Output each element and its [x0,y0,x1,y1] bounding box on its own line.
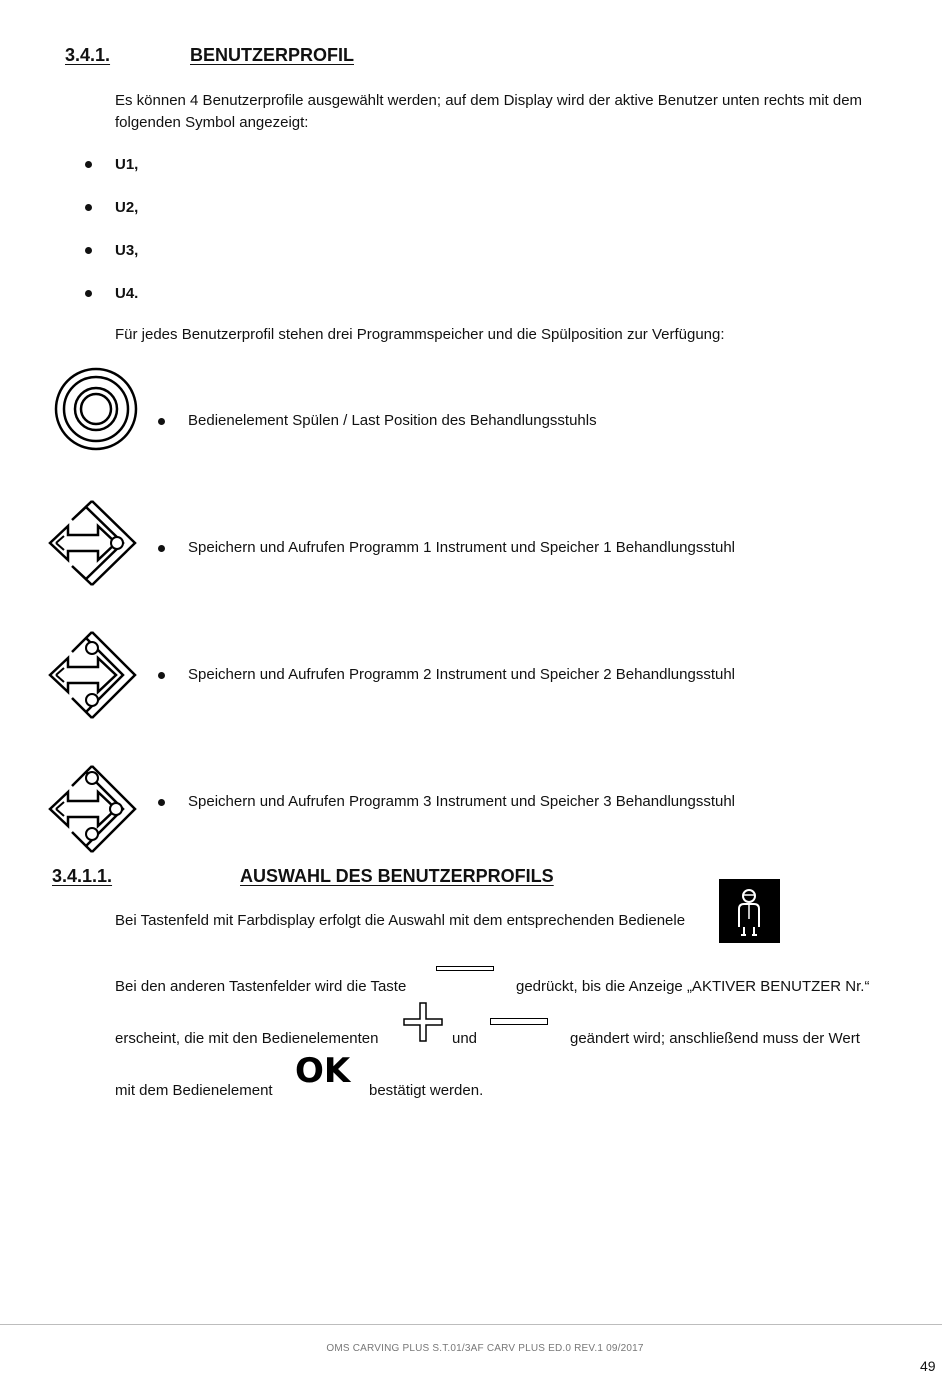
footer-divider [0,1324,942,1325]
ok-key-icon: OK [295,1051,351,1091]
section-title: BENUTZERPROFIL [190,45,354,65]
minus-key-icon [436,966,494,971]
list-item: U1, [115,156,139,173]
bullet [85,204,92,211]
control-description: Speichern und Aufrufen Programm 1 Instrument und Speicher 1 Behandlungsstuhl [188,539,736,556]
bullet [85,247,92,254]
subsection-title: AUSWAHL DES BENUTZERPROFILS [240,866,554,886]
selection-text-3c: geändert wird; anschließend muss der Wert [570,1030,860,1047]
footer-document-reference: OMS CARVING PLUS S.T.01/3AF CARV PLUS ED.0 REV.1 09/2017 [326,1343,644,1354]
bullet [158,799,165,806]
bullet [158,672,165,679]
plus-key-icon [403,1002,443,1042]
subsection-number: 3.4.1.1. [52,866,113,886]
page-number: 49 [920,1358,936,1374]
list-item: U3, [115,242,139,259]
control-description: Bedienelement Spülen / Last Position des Behandlungsstuhls [188,412,597,429]
section-number: 3.4.1. [65,45,111,65]
intro-paragraph: Es können 4 Benutzerprofile ausgewählt werden; auf dem Display wird der aktive Benutzer unten rechts mit dem folgenden Symbol angezeigt: [115,92,863,131]
selection-text-4b: bestätigt werden. [369,1082,484,1099]
list-item: U4. [115,285,139,302]
bullet [158,418,165,425]
selection-text-3b: und [452,1030,478,1047]
selection-text-3a: erscheint, die mit den Bedienelementen [115,1030,379,1047]
selection-text-1: Bei Tastenfeld mit Farbdisplay erfolgt die Auswahl mit dem entsprechenden Bedienele [115,912,686,929]
control-description: Speichern und Aufrufen Programm 3 Instrument und Speicher 3 Behandlungsstuhl [188,793,736,810]
control-description: Speichern und Aufrufen Programm 2 Instrument und Speicher 2 Behandlungsstuhl [188,666,736,683]
list-item: U2, [115,199,139,216]
selection-text-2a: Bei den anderen Tastenfelder wird die Taste [115,978,407,995]
user-profile-icon [719,879,780,943]
program-1-icon [46,498,138,588]
bullet [158,545,165,552]
selection-text-4a: mit dem Bedienelement [115,1082,273,1099]
bullet [85,290,92,297]
rinse-last-position-icon [54,366,138,452]
bullet [85,161,92,168]
selection-text-2b: gedrückt, bis die Anzeige „AKTIVER BENUTZER Nr.“ [516,978,870,995]
memory-intro: Für jedes Benutzerprofil stehen drei Programmspeicher und die Spülposition zur Verfügung: [115,326,725,343]
program-3-icon [46,762,138,856]
minus-key-icon [490,1018,548,1025]
program-2-icon [46,628,138,722]
